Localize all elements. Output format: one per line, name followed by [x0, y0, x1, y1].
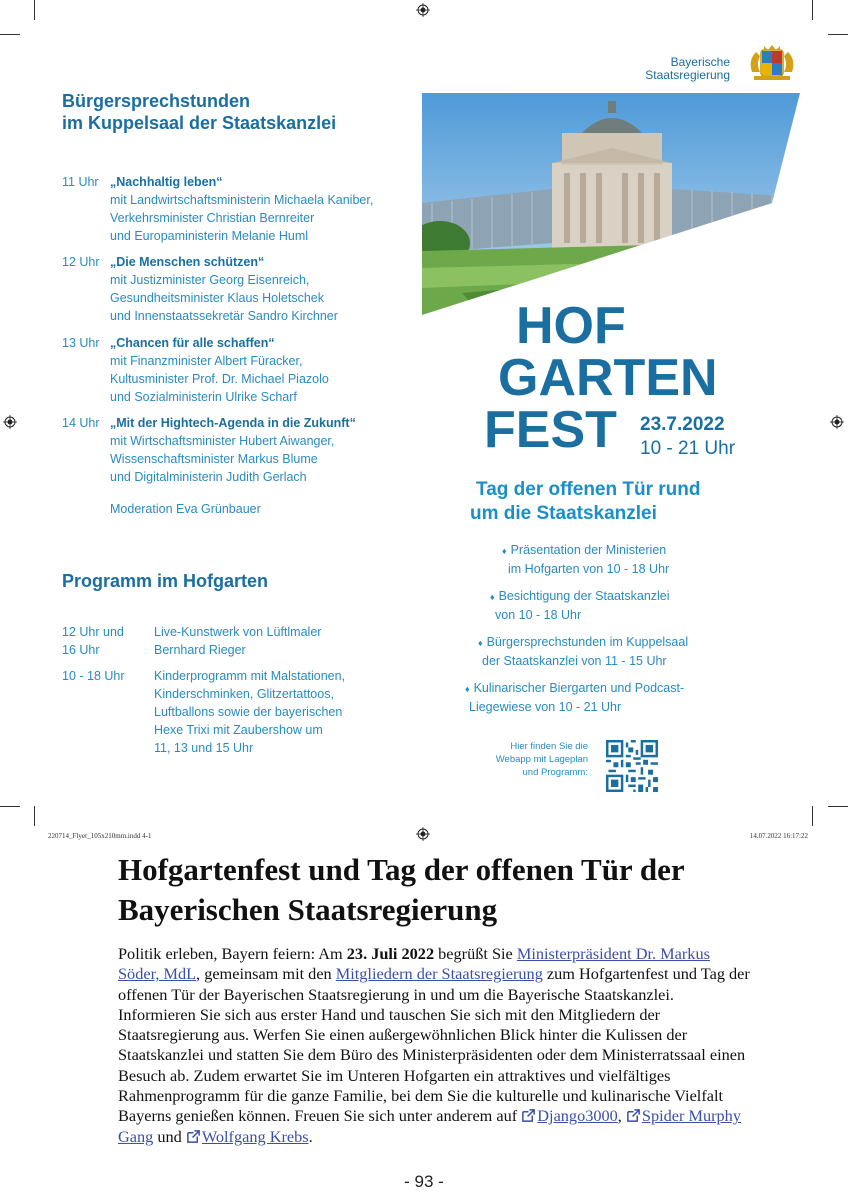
bavarian-crest-icon	[744, 42, 800, 82]
program-heading: Programm im Hofgarten	[62, 571, 269, 591]
external-link-icon	[626, 1108, 641, 1123]
crop-mark	[812, 0, 813, 20]
link-ministerpraesident[interactable]: Ministerpräsident Dr. Markus Söder, MdL	[118, 944, 710, 984]
print-slug-file: 220714_Flyer_105x210mm.indd 4-1	[48, 832, 152, 840]
info-bullet: ♦ Bürgersprechstunden im Kuppelsaal der Staatskanzlei von 11 - 15 Uhr	[478, 635, 689, 668]
crop-mark	[828, 806, 848, 807]
crop-mark	[34, 0, 35, 20]
crop-mark	[0, 806, 20, 807]
info-bullet: ♦ Präsentation der Ministerien im Hofgarten von 10 - 18 Uhr	[502, 543, 670, 576]
session-title: „Die Menschen schützen“	[110, 255, 265, 269]
festival-hours: 10 - 21 Uhr	[640, 438, 736, 459]
crop-mark	[34, 806, 35, 826]
link-django3000[interactable]: Django3000	[537, 1106, 618, 1126]
session-title: „Nachhaltig leben“	[110, 175, 223, 189]
crop-mark	[828, 34, 848, 35]
external-link-icon	[186, 1129, 201, 1144]
session-time: 11 Uhr	[62, 175, 99, 189]
registration-mark-icon	[416, 3, 430, 17]
session-time: 13 Uhr	[62, 336, 100, 350]
government-logo-text: Bayerische Staatsregierung	[645, 55, 730, 82]
consultation-heading: Bürgersprechstunden im Kuppelsaal der Staatskanzlei	[62, 91, 337, 133]
staatskanzlei-photo	[422, 93, 800, 315]
qr-code-icon[interactable]	[606, 740, 658, 792]
page-number: - 93 -	[404, 1172, 444, 1191]
moderation-text: Moderation Eva Grünbauer	[110, 502, 261, 516]
session-title: „Chancen für alle schaffen“	[110, 336, 275, 350]
open-day-heading: Tag der offenen Tür rund um die Staatskanzlei	[470, 479, 701, 524]
registration-mark-icon	[3, 415, 17, 429]
link-wolfgang-krebs[interactable]: Wolfgang Krebs	[201, 1126, 309, 1146]
session-time: 14 Uhr	[62, 416, 100, 430]
crop-mark	[812, 806, 813, 826]
print-slug-date: 14.07.2022 16:17:22	[749, 832, 808, 840]
session-time: 12 Uhr	[62, 255, 100, 269]
article-title: Hofgartenfest und Tag der offenen Tür der Bayerischen Staatsregierung	[118, 852, 685, 927]
external-link-icon	[521, 1108, 536, 1123]
festival-date: 23.7.2022	[640, 414, 725, 435]
link-spider-murphy-gang[interactable]: Spider Murphy Gang	[118, 1106, 741, 1146]
info-bullet: ♦ Kulinarischer Biergarten und Podcast- Liegewiese von 10 - 21 Uhr	[465, 681, 685, 714]
info-bullet: ♦ Besichtigung der Staatskanzlei von 10 - 18 Uhr	[490, 589, 670, 622]
session-title: „Mit der Hightech-Agenda in die Zukunft“	[110, 416, 356, 430]
qr-caption: Hier finden Sie die Webapp mit Lageplan und Programm:	[495, 741, 588, 778]
link-staatsregierung-members[interactable]: Mitgliedern der Staatsregierung	[335, 964, 543, 984]
registration-mark-icon	[416, 827, 430, 841]
crop-mark	[0, 34, 20, 35]
registration-mark-icon	[830, 415, 844, 429]
article-body: Politik erleben, Bayern feiern: Am 23. Juli 2022 begrüßt Sie Ministerpräsident Dr. Markus Söder, MdL, gemeinsam mit den Mitgliedern der Staatsregierung zum Hofgartenfest und Tag der offenen Tür der Bayerischen Staatsregierung in und um die Bayerische Staatskanzlei. Informieren Sie sich aus erster Hand und tauschen Sie sich mit den Mitgliedern der Staatsregierung aus. Werfen Sie einen außergewöhnlichen Blick hinter die Kulissen der Staatskanzlei und statten Sie dem Büro des Ministerpräsidenten oder dem Ministerratssaal einen Besuch ab. Zudem erwartet Sie im Unteren Hofgarten ein attraktives und vielfältiges Rahmenprogramm für die ganze Familie, bei dem Sie die kulturelle und kulinarische Vielfalt Bayerns genießen können. Freuen Sie sich unter anderem auf Django3000, Spider Murphy Gang und Wolfgang Krebs.	[118, 944, 750, 1146]
